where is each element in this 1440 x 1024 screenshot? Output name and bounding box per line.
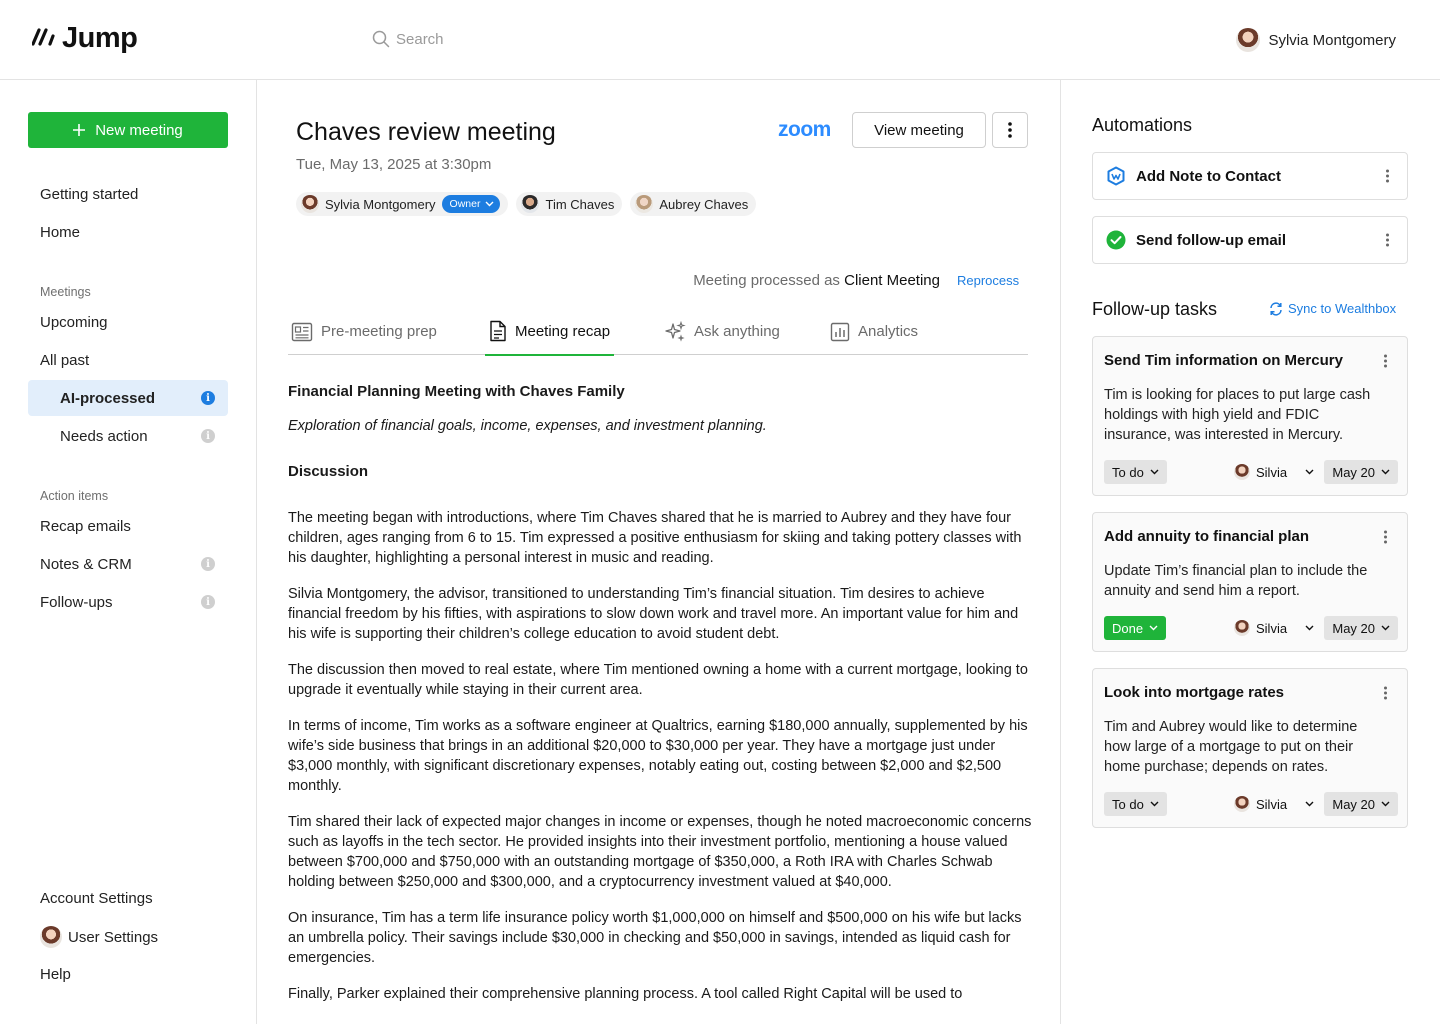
kebab-icon[interactable] [1386,234,1389,247]
wealthbox-icon [1106,166,1126,186]
recap-paragraph: Silvia Montgomery, the advisor, transitioned to understanding Tim’s financial situation. Tim desires to achieve financial freedom by his fifties, with aspirations to slow down work and travel more. An important value for him and his wife is supporting their children’s college education to avoid student debt. [288,586,1019,642]
sidebar-item-upcoming[interactable]: Upcoming [40,314,108,331]
attendee-chip[interactable] [296,192,508,216]
chevron-down-icon [1305,801,1314,807]
chevron-down-icon [485,201,494,207]
discussion-heading: Discussion [288,463,369,480]
automation-label: Send follow-up email [1136,231,1287,249]
task-footer [1104,616,1398,640]
sidebar-item-recap-emails[interactable]: Recap emails [40,518,131,535]
chevron-down-icon [1381,469,1390,475]
avatar [1234,464,1250,480]
status-label: Done [1112,620,1144,636]
newspaper-icon [291,322,313,342]
sidebar-item-label: AI-processed [60,389,156,407]
chevron-down-icon [1150,801,1159,807]
more-options-button[interactable] [992,112,1028,148]
view-meeting-button[interactable]: View meeting [852,112,986,148]
chevron-down-icon [1381,801,1390,807]
status-dropdown[interactable] [1104,460,1167,484]
bar-chart-icon [830,322,850,342]
user-menu[interactable] [1236,28,1396,52]
kebab-icon[interactable] [1384,687,1387,700]
reprocess-link[interactable]: Reprocess [957,273,1020,288]
tab-label: Ask anything [694,323,780,340]
user-name: Sylvia Montgomery [1268,31,1396,49]
chevron-down-icon [1305,625,1314,631]
assignee-dropdown[interactable] [1234,792,1314,816]
avatar [521,195,539,213]
tab-meeting-recap[interactable] [485,308,614,356]
assignee-dropdown[interactable] [1234,616,1314,640]
plus-icon [73,124,85,136]
chevron-down-icon [1150,469,1159,475]
attendee-chip[interactable] [630,192,756,216]
meeting-datetime: Tue, May 13, 2025 at 3:30pm [296,156,492,173]
owner-badge-label: Owner [449,198,481,210]
zoom-logo: zoom [778,118,831,141]
assignee-name: Silvia [1256,620,1288,636]
new-meeting-button[interactable] [28,112,228,148]
task-title: Send Tim information on Mercury [1104,352,1343,369]
task-card[interactable] [1092,512,1408,652]
processed-prefix: Meeting processed as [693,272,840,289]
task-body: Tim and Aubrey would like to determine how large of a mortgage to put on their home purchase; depends on rates. [1104,719,1358,775]
kebab-icon [1008,122,1012,138]
avatar [1234,620,1250,636]
sidebar-item-ai-processed[interactable] [28,380,228,416]
sync-label: Sync to Wealthbox [1288,301,1397,316]
main-content [257,80,1061,1024]
kebab-icon[interactable] [1384,531,1387,544]
attendee-name: Aubrey Chaves [659,196,749,212]
search-placeholder: Search [396,30,444,48]
search-icon [372,30,390,48]
processed-status [693,272,940,289]
recap-paragraph: Tim shared their lack of expected major changes in income or expenses, though he noted macroeconomic concerns such as layoffs in the tech sector. He provided insights into their investment portfolio, mentioning a house valued between $700,000 and $750,000 with an outstanding mortgage of $350,000, a Roth IRA with Charles Schwab holding between $250,000 and $300,000, and a cryptocurrency investment valued at $40,000. [288,814,1032,890]
avatar [1234,796,1250,812]
avatar [635,195,653,213]
sidebar-item-notes-crm[interactable]: Notes & CRM [40,556,132,573]
new-meeting-label: New meeting [95,121,183,139]
task-body: Update Tim’s financial plan to include the annuity and send him a report. [1104,563,1368,599]
recap-heading: Financial Planning Meeting with Chaves Family [288,383,625,400]
assignee-name: Silvia [1256,796,1288,812]
due-date-label: May 20 [1332,620,1375,636]
check-circle-icon [1106,230,1126,250]
info-icon[interactable]: i [201,595,215,609]
processed-type: Client Meeting [844,272,940,289]
tab-label: Pre-meeting prep [321,323,437,340]
task-body: Tim is looking for places to put large cash holdings with high yield and FDIC insurance, was interested in Mercury. [1104,387,1371,443]
sidebar-item-label: User Settings [68,928,159,946]
document-icon [489,320,507,342]
follow-up-tasks-title: Follow-up tasks [1092,299,1218,319]
chevron-down-icon [1305,469,1314,475]
search-input[interactable] [372,30,444,48]
task-title: Look into mortgage rates [1104,684,1285,701]
attendee-list [296,192,756,216]
chevron-down-icon [1149,625,1158,631]
sync-wealthbox-button[interactable] [1269,301,1396,316]
page-title: Chaves review meeting [296,118,556,146]
task-card[interactable] [1092,668,1408,828]
due-date-dropdown[interactable] [1324,460,1398,484]
assignee-name: Silvia [1256,464,1288,480]
automation-send-follow-up[interactable] [1092,216,1408,264]
task-card[interactable] [1092,336,1408,496]
due-date-label: May 20 [1332,796,1375,812]
recap-subtitle: Exploration of financial goals, income, expenses, and investment planning. [288,418,767,434]
task-title: Add annuity to financial plan [1104,528,1310,545]
sidebar-item-user-settings[interactable] [40,926,158,948]
recap-paragraph: The discussion then moved to real estate, where Tim mentioned owning a home with a current mortgage, looking to upgrade it eventually while staying in their current area. [288,662,1028,698]
sparkle-icon [664,321,686,343]
due-date-label: May 20 [1332,464,1375,480]
sidebar-item-getting-started[interactable]: Getting started [40,186,139,203]
sidebar-item-help[interactable]: Help [40,966,71,983]
attendee-name: Tim Chaves [545,196,615,212]
logo[interactable] [32,22,137,55]
kebab-icon[interactable] [1386,170,1389,183]
recap-paragraph: The meeting began with introductions, where Tim Chaves shared that he is married to Aubrey and they have four children, ages ranging from 6 to 15. Tim expressed a positive enthusiasm for skiing and taking pottery classes with his daughter, highlighting a personal interest in music and reading. [288,510,1022,566]
kebab-icon[interactable] [1384,355,1387,368]
tab-analytics[interactable] [830,308,918,355]
assignee-dropdown[interactable] [1234,460,1314,484]
avatar [1236,28,1260,52]
automation-label: Add Note to Contact [1136,167,1281,185]
meeting-tabs [288,308,1028,355]
avatar [40,926,62,948]
sidebar-section-action-items: Action items [40,489,109,503]
top-header [0,0,1440,80]
info-icon[interactable]: i [201,557,215,571]
status-dropdown[interactable] [1104,792,1167,816]
tab-label: Meeting recap [515,322,611,340]
sync-icon [1269,302,1283,316]
sidebar-item-follow-ups[interactable]: Follow-ups [40,594,113,611]
info-icon[interactable]: i [201,391,215,405]
tab-pre-meeting-prep[interactable] [291,308,437,355]
recap-paragraph: In terms of income, Tim works as a software engineer at Qualtrics, earning $180,000 annually, supplemented by his wife’s side business that brings in an additional $20,000 to $30,000 per year. They have a mortgage just under $3,000 monthly, with significant discretionary expenses, notably eating out, costing between $2,000 and $2,500 monthly. [288,718,1028,794]
sidebar-item-label: Needs action [60,427,148,445]
task-footer [1104,460,1398,484]
info-icon[interactable]: i [201,429,215,443]
sidebar-item-all-past[interactable]: All past [40,352,90,369]
status-label: To do [1112,464,1144,480]
due-date-dropdown[interactable] [1324,792,1398,816]
sidebar-item-account-settings[interactable]: Account Settings [40,890,153,907]
tab-ask-anything[interactable] [664,308,780,355]
recap-content [288,382,1032,1020]
chevron-down-icon [1381,625,1390,631]
due-date-dropdown[interactable] [1324,616,1398,640]
right-panel [1061,80,1440,1024]
recap-paragraph: Finally, Parker explained their comprehensive planning process. A tool called Right Capital will be used to [288,986,963,1002]
sidebar-section-meetings: Meetings [40,285,91,299]
tab-label: Analytics [858,323,919,340]
owner-badge[interactable] [442,195,501,213]
status-label: To do [1112,796,1144,812]
logo-text: Jump [62,22,138,54]
automation-add-note[interactable] [1092,152,1408,200]
sidebar-item-needs-action[interactable] [28,418,228,454]
task-footer [1104,792,1398,816]
attendee-name: Sylvia Montgomery [325,196,436,212]
sidebar-item-home[interactable]: Home [40,224,81,241]
attendee-chip[interactable] [516,192,622,216]
status-dropdown[interactable] [1104,616,1166,640]
sidebar [0,80,257,1024]
avatar [301,195,319,213]
jump-logo-icon [32,28,56,50]
automations-title: Automations [1092,115,1193,135]
recap-paragraph: On insurance, Tim has a term life insurance policy worth $1,000,000 on himself and $500,000 on his wife but lacks an umbrella policy. Their savings include $30,000 in checking and $50,000 in savings, intended as liquid cash for emergencies. [288,910,1022,966]
